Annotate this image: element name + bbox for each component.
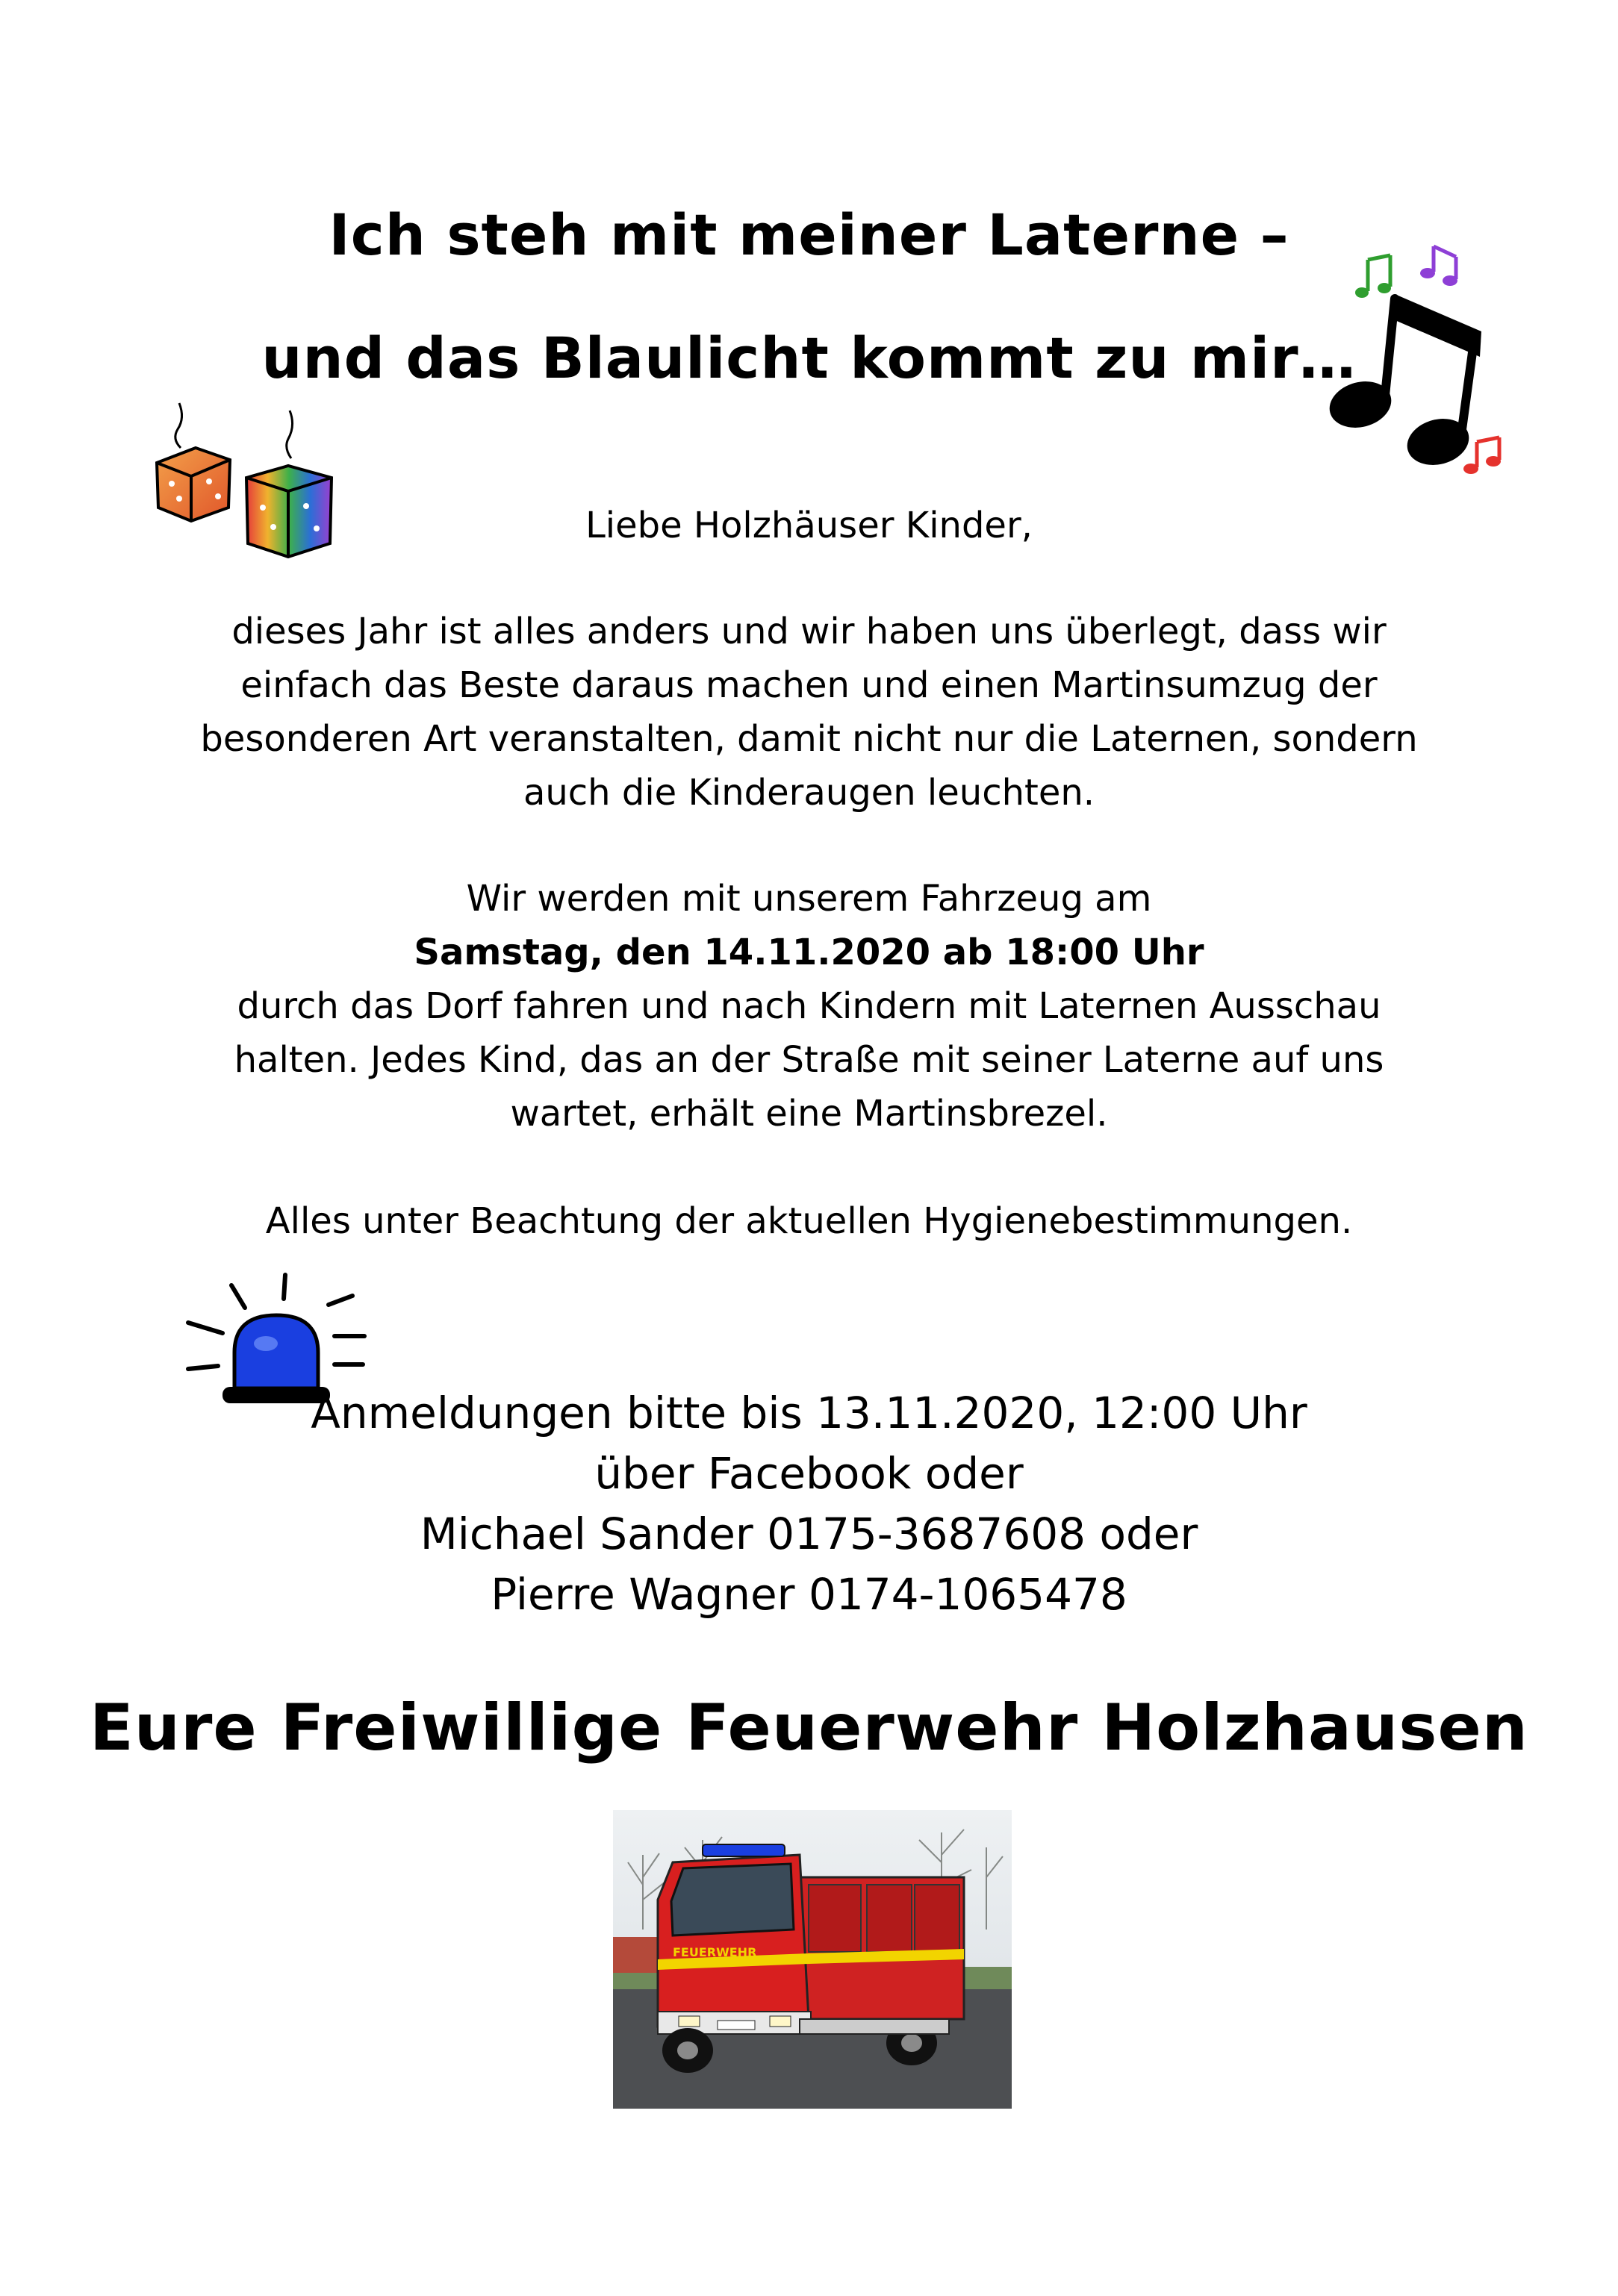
greeting: Liebe Holzhäuser Kinder,: [585, 505, 1033, 546]
registration-line-3: Michael Sander 0175-3687608 oder: [420, 1509, 1198, 1559]
registration-line-4: Pierre Wagner 0174-1065478: [491, 1569, 1127, 1620]
paragraph-2-line-1: durch das Dorf fahren und nach Kindern mit Laternen Ausschau: [237, 985, 1381, 1027]
registration-line-2: über Facebook oder: [594, 1448, 1024, 1499]
paragraph-1-line-2: einfach das Beste daraus machen und einen Martinsumzug der: [240, 664, 1378, 706]
paragraph-1-line-4: auch die Kinderaugen leuchten.: [523, 772, 1095, 814]
signoff: Eure Freiwillige Feuerwehr Holzhausen: [89, 1691, 1529, 1765]
title-line-1: Ich steh mit meiner Laterne –: [329, 202, 1289, 268]
paragraph-2-line-3: wartet, erhält eine Martinsbrezel.: [510, 1093, 1108, 1135]
fire-truck-photo: [613, 1810, 1012, 2109]
music-notes-icon: [1322, 239, 1516, 493]
event-date: Samstag, den 14.11.2020 ab 18:00 Uhr: [414, 932, 1204, 973]
title-line-2: und das Blaulicht kommt zu mir…: [261, 325, 1357, 391]
paragraph-1-line-3: besonderen Art veranstalten, damit nicht nur die Laternen, sondern: [200, 718, 1418, 760]
hygiene-note: Alles unter Beachtung der aktuellen Hygienebestimmungen.: [265, 1200, 1353, 1242]
truck-label: FEUERWEHR: [673, 1945, 757, 1959]
paragraph-2-line-2: halten. Jedes Kind, das an der Straße mit seiner Laterne auf uns: [234, 1039, 1384, 1081]
paragraph-2-intro: Wir werden mit unserem Fahrzeug am: [466, 878, 1152, 920]
registration-line-1: Anmeldungen bitte bis 13.11.2020, 12:00 Uhr: [311, 1388, 1307, 1438]
paragraph-1-line-1: dieses Jahr ist alles anders und wir haben uns überlegt, dass wir: [231, 611, 1387, 652]
